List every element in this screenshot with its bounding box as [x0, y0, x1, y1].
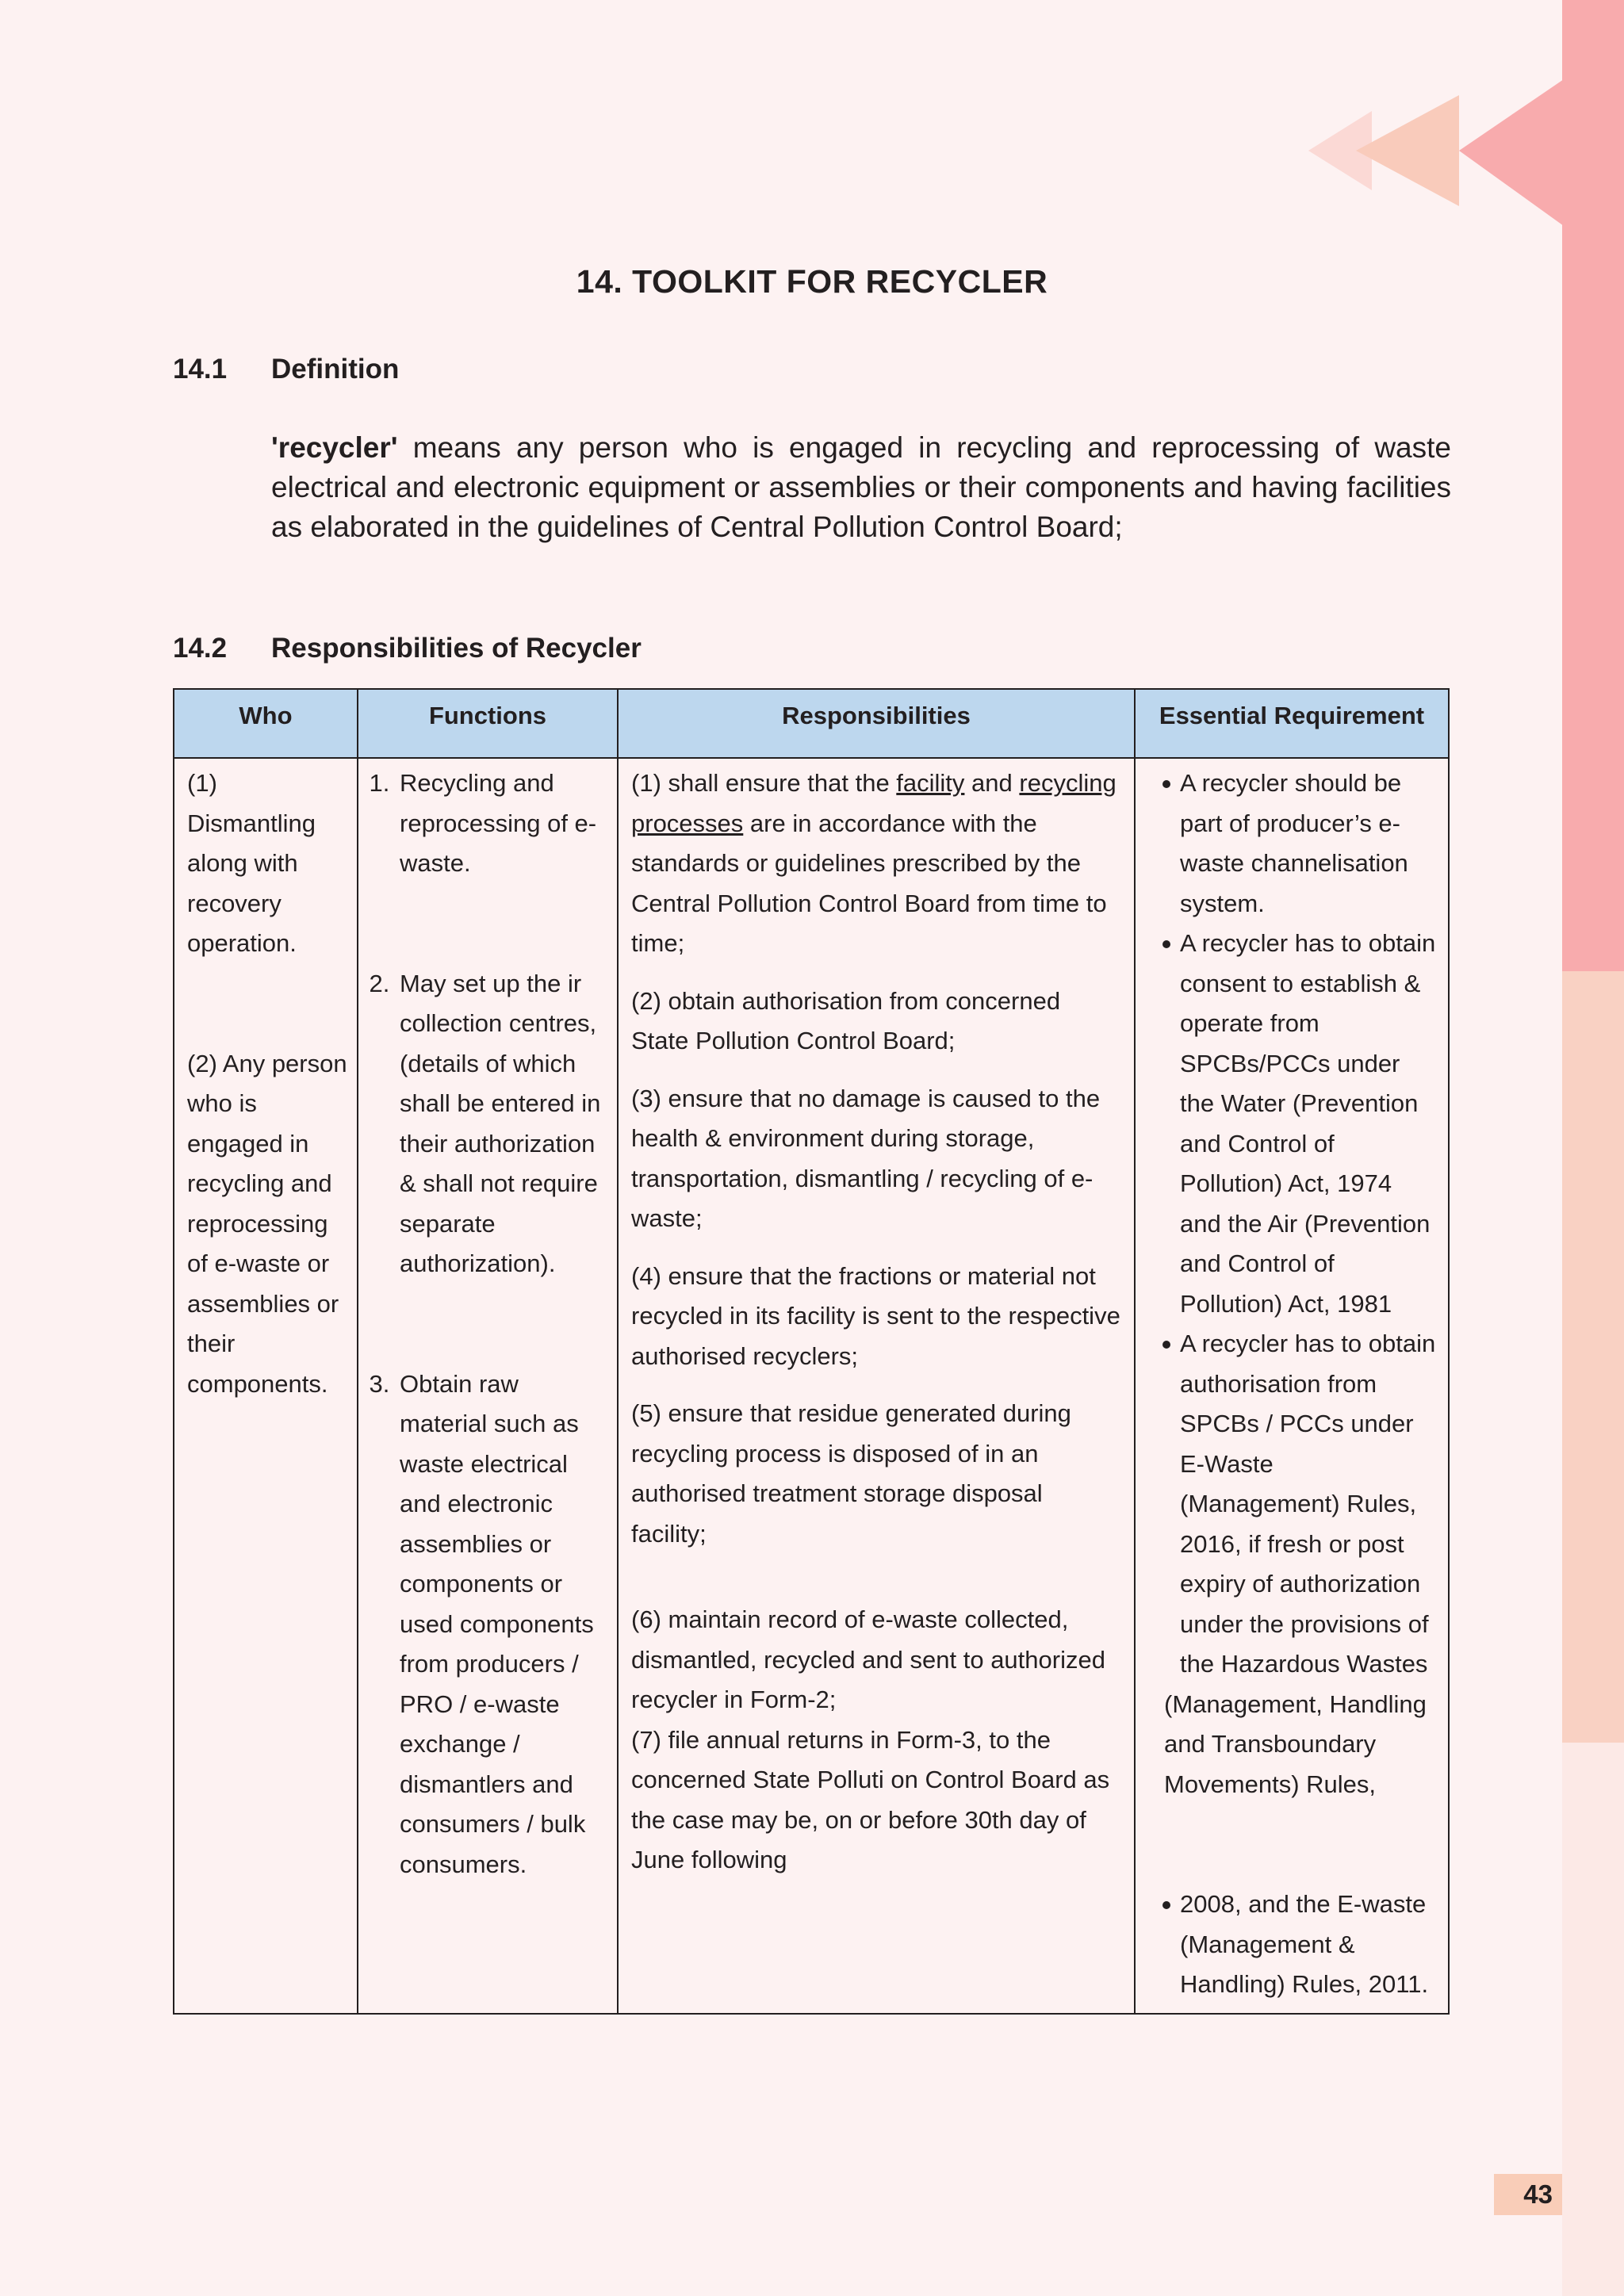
responsibility-item: (6) maintain record of e-waste collected, dismantled, recycled and sent to authorized recycler in Form-2;	[631, 1605, 1105, 1713]
function-item: 3. Obtain raw material such as waste electrical and electronic assemblies or components or used components from producers / PRO / e-waste exchange / dismantlers and consumers / bulk consumers.	[396, 1364, 607, 1885]
definition-term: 'recycler'	[271, 431, 398, 464]
table-row	[174, 758, 1449, 2014]
requirement-item: A recycler has to obtain authorisation from SPCBs / PCCs under E-Waste (Management) Rules, 2016, if fresh or post expiry of authorization under the provisions of the Hazardous Wastes	[1166, 1324, 1438, 1685]
page-number: 43	[1494, 2174, 1562, 2215]
functions-list	[371, 763, 607, 1885]
requirement-item: A recycler should be part of producer’s e-waste channelisation system.	[1166, 763, 1438, 924]
function-item: 2. May set up the ir collection centres, (details of which shall be entered in their authorization & shall not require separate authorization).	[396, 964, 607, 1284]
section-title: Responsibilities of Recycler	[271, 633, 642, 664]
definition-paragraph	[271, 428, 1451, 547]
requirement-item: (Management, Handling and Transboundary Movements) Rules,	[1164, 1689, 1427, 1798]
responsibility-item: (7) file annual returns in Form-3, to the concerned State Polluti on Control Board as the case may be, on or before 30th day of June following	[631, 1725, 1110, 1873]
section-heading-definition	[173, 354, 399, 385]
who-cell	[174, 758, 358, 2014]
side-strip-pink	[1562, 0, 1624, 971]
requirement-item: 2008, and the E-waste (Management & Handling) Rules, 2011.	[1166, 1885, 1438, 2005]
who-item: (1) Dismantling along with recovery operation.	[187, 769, 316, 957]
side-strip-peach	[1562, 971, 1624, 1743]
side-strip-light	[1562, 1743, 1624, 2296]
definition-text: means any person who is engaged in recycling and reprocessing of waste electrical and electronic equipment or assemblies or their components and having facilities as elaborated in the guidelines of Central Pollution Control Board;	[271, 431, 1451, 543]
responsibilities-cell	[618, 758, 1135, 2014]
header-functions: Functions	[358, 689, 618, 758]
section-title: Definition	[271, 354, 400, 385]
decorative-chevrons-icon	[1308, 75, 1564, 226]
requirements-list	[1148, 763, 1438, 2005]
page-title: 14. TOOLKIT FOR RECYCLER	[576, 263, 1048, 300]
header-who: Who	[174, 689, 358, 758]
underlined-text: facility	[896, 769, 965, 797]
who-item: (2) Any person who is engaged in recycling and reprocessing of e-waste or assemblies or their components.	[187, 1049, 347, 1398]
table-header-row	[174, 689, 1449, 758]
section-number: 14.1	[173, 354, 228, 385]
header-responsibilities: Responsibilities	[618, 689, 1135, 758]
header-essential-requirement: Essential Requirement	[1135, 689, 1449, 758]
underlined-text: recycling processes	[631, 769, 1116, 837]
responsibility-item: (3) ensure that no damage is caused to the health & environment during storage, transportation, dismantling / recycling of e-waste;	[631, 1084, 1101, 1232]
requirement-item: A recycler has to obtain consent to establish & operate from SPCBs/PCCs under the Water (Prevention and Control of Pollution) Act, 1974 and the Air (Prevention and Control of Pollution) Act, 1981	[1166, 924, 1438, 1324]
responsibility-item: (5) ensure that residue generated during recycling process is disposed of in an authorised treatment storage disposal facility;	[631, 1399, 1071, 1548]
section-number: 14.2	[173, 633, 228, 664]
function-item: 1. Recycling and reprocessing of e-waste.	[396, 763, 607, 884]
responsibility-item: (2) obtain authorisation from concerned State Pollution Control Board;	[631, 986, 1061, 1054]
responsibility-item: (1) shall ensure that the facility and recycling processes are in accordance with the standards or guidelines prescribed by the Central Pollution Control Board from time to time;	[631, 769, 1116, 957]
responsibility-item: (4) ensure that the fractions or material not recycled in its facility is sent to the respective authorised recyclers;	[631, 1261, 1120, 1370]
section-heading-responsibilities	[173, 633, 642, 664]
side-color-strip	[1562, 0, 1624, 2296]
requirements-cell	[1135, 758, 1449, 2014]
functions-cell	[358, 758, 618, 2014]
responsibilities-table	[173, 688, 1450, 2015]
